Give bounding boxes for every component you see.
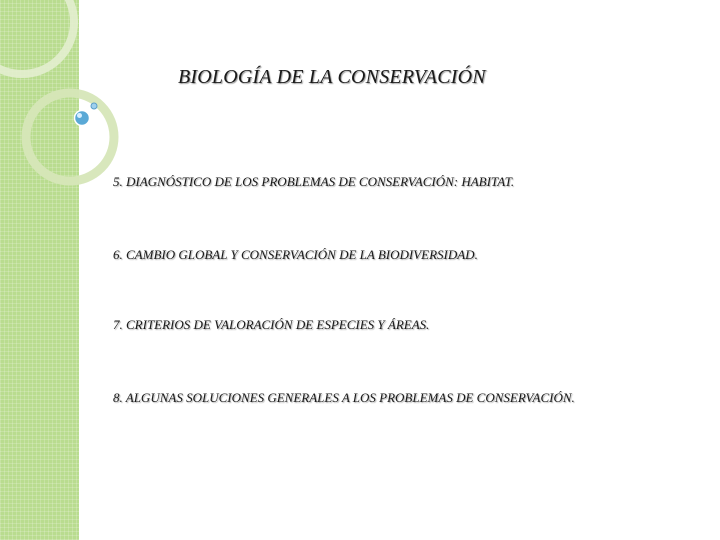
bubble-highlight — [77, 113, 82, 118]
decorative-ring-bottom — [26, 93, 114, 181]
bubble-large-icon — [75, 111, 90, 126]
list-item: 7. CRITERIOS DE VALORACIÓN DE ESPECIES Y ÁREAS. — [113, 317, 430, 332]
list-item: 5. DIAGNÓSTICO DE LOS PROBLEMAS DE CONSERVACIÓN: HABITAT. — [113, 174, 515, 189]
list-item: 6. CAMBIO GLOBAL Y CONSERVACIÓN DE LA BIODIVERSIDAD. — [113, 247, 478, 262]
list-item: 8. ALGUNAS SOLUCIONES GENERALES A LOS PROBLEMAS DE CONSERVACIÓN. — [113, 390, 575, 405]
slide-title: BIOLOGÍA DE LA CONSERVACIÓN — [178, 66, 486, 88]
decorative-ring-top — [0, 0, 74, 74]
bubble-small-icon — [91, 103, 97, 109]
